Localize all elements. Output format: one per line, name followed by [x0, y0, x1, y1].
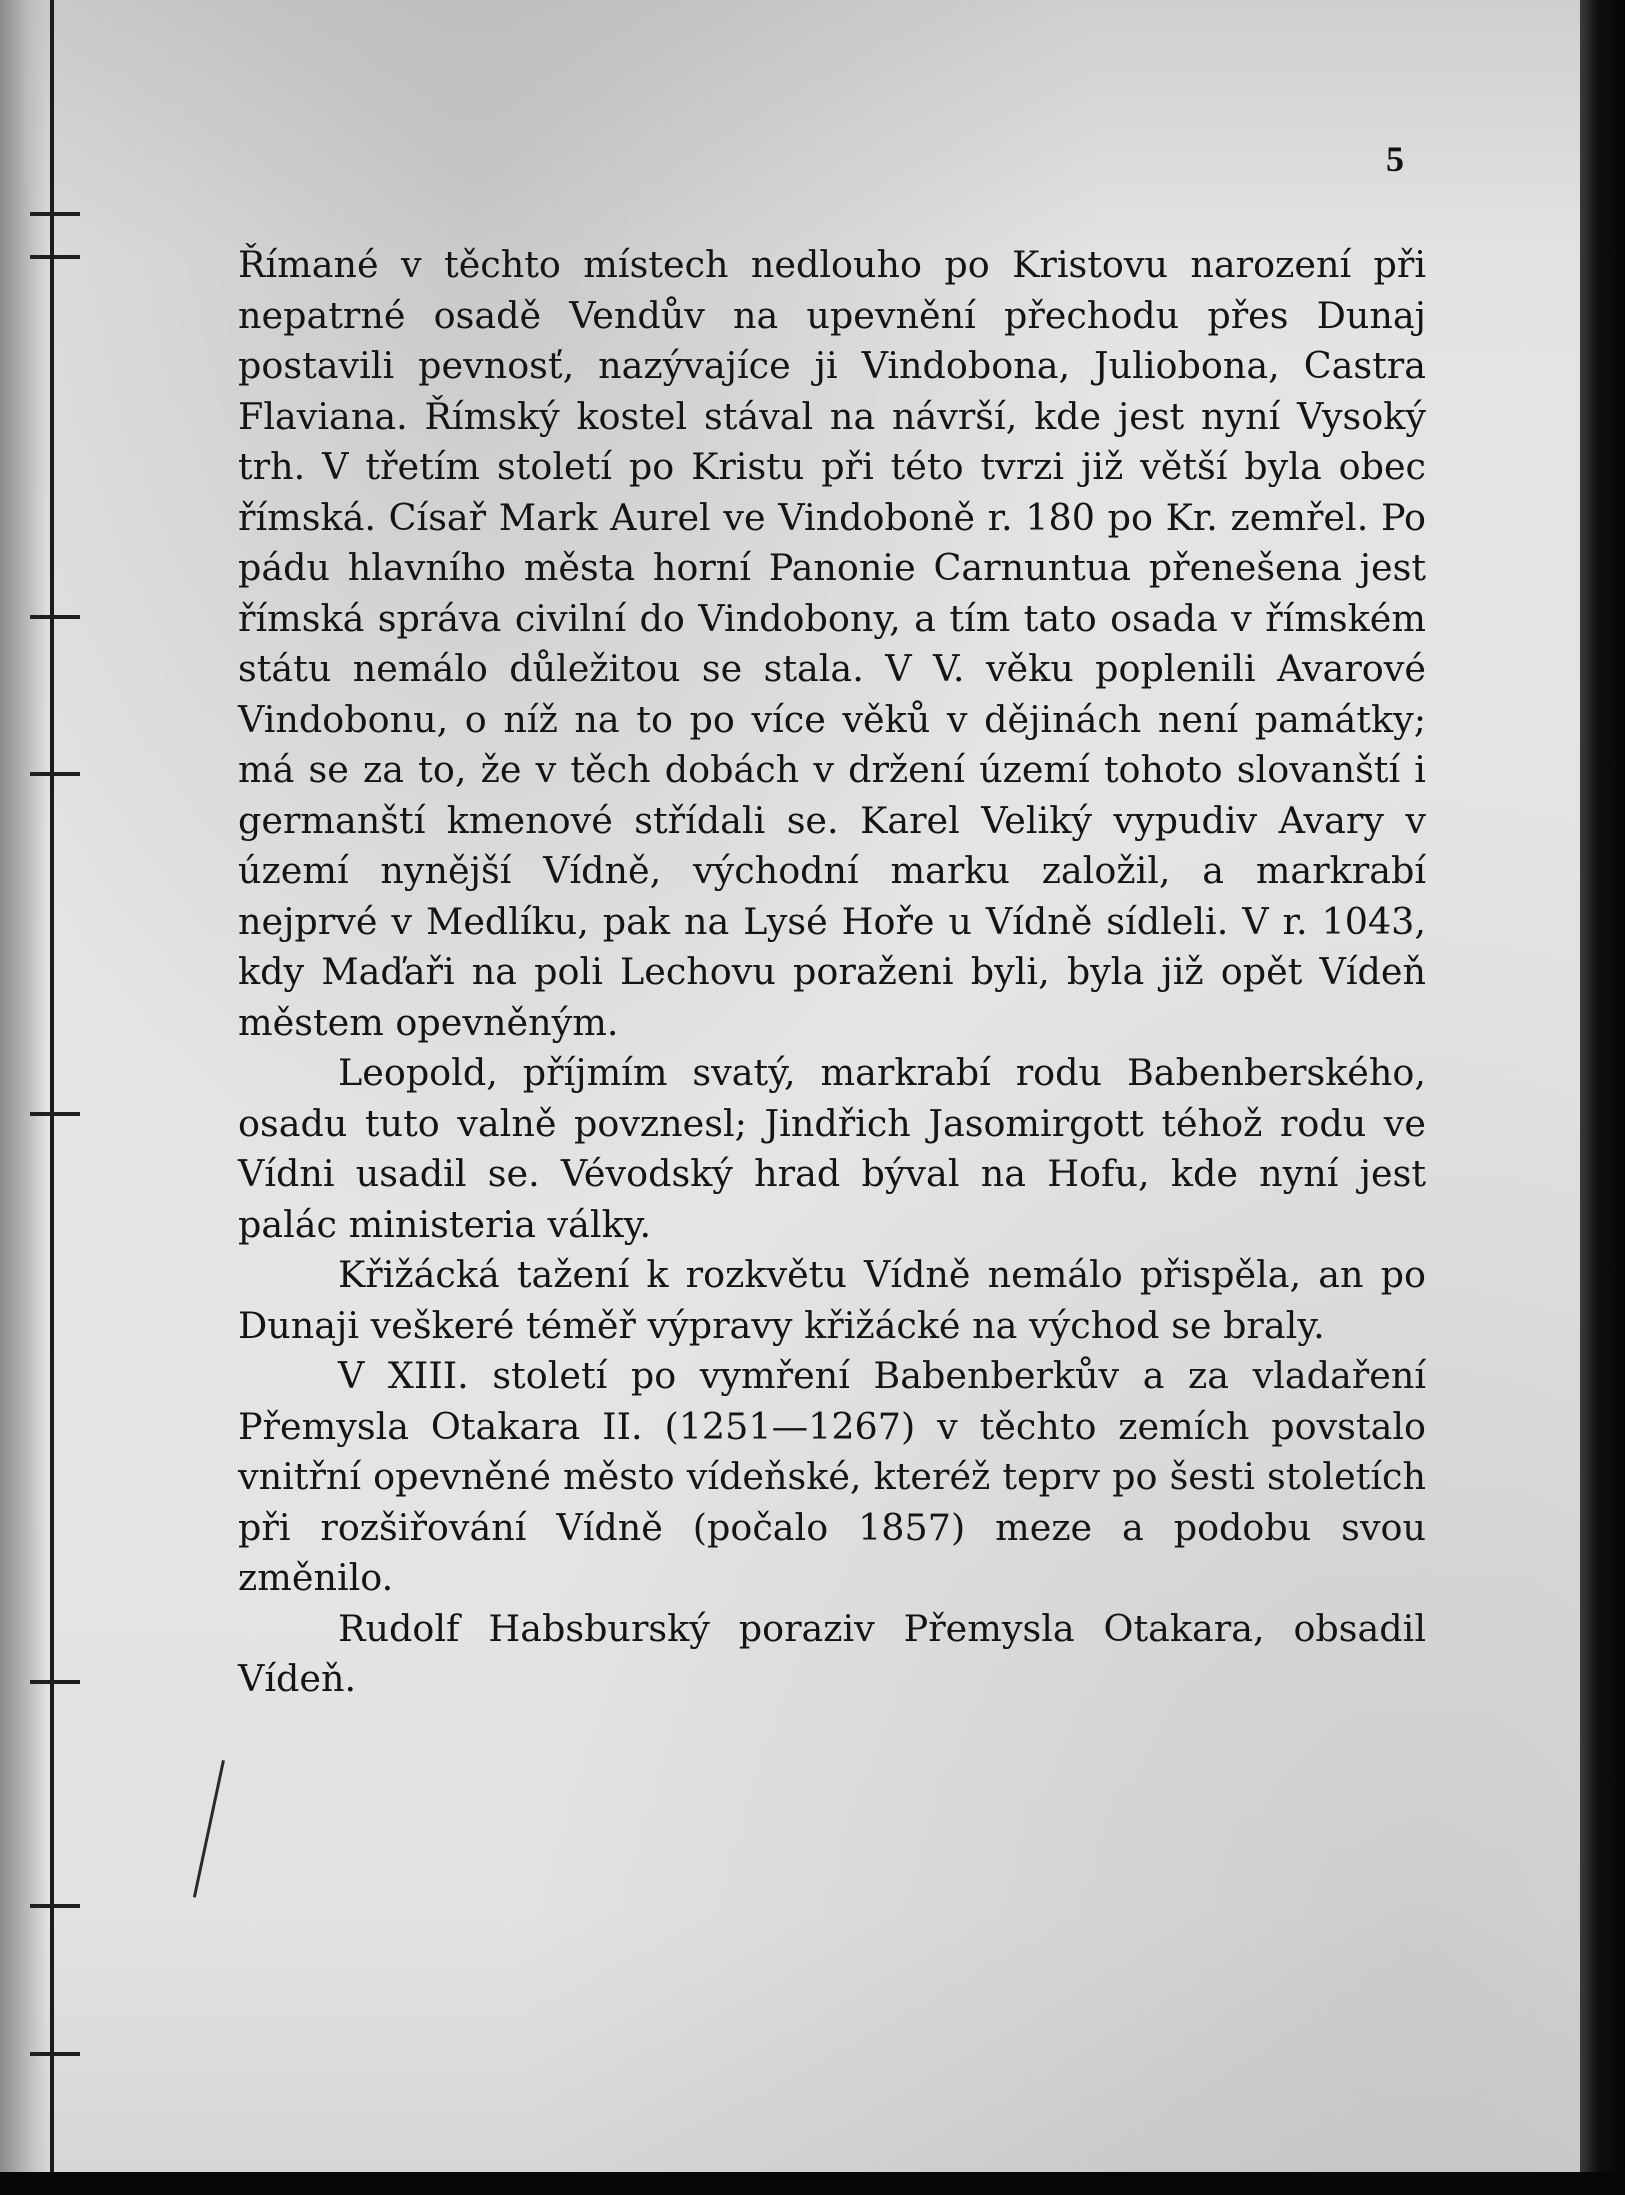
- binding-tick: [30, 1680, 80, 1684]
- binding-rule: [50, 0, 54, 2172]
- body-text: [238, 240, 1426, 1705]
- paragraph: Křižácká tažení k rozkvětu Vídně nemálo přispěla, an po Dunaji veškeré téměř výpravy křižácké na východ se braly.: [238, 1253, 1426, 1347]
- binding-tick: [30, 212, 80, 216]
- binding-shadow: [0, 0, 48, 2172]
- binding-tick: [30, 2052, 80, 2056]
- page-number: 5: [1386, 139, 1404, 179]
- binding-tick: [30, 1904, 80, 1908]
- binding-margin: [0, 0, 90, 2172]
- binding-tick: [30, 615, 80, 619]
- binding-tick: [30, 772, 80, 776]
- paragraph: Leopold, příjmím svatý, markrabí rodu Babenberského, osadu tuto valně povznesl; Jindřich Jasomirgott téhož rodu ve Vídni usadil se. Vévodský hrad býval na Hofu, kde nyní jest palác ministeria války.: [238, 1051, 1426, 1246]
- binding-tick: [30, 255, 80, 259]
- paragraph: Římané v těchto místech nedlouho po Kristovu narození při nepatrné osadě Vendův na upevnění přechodu přes Dunaj postavili pevnosť, nazývajíce ji Vindobona, Juliobona, Castra Flaviana. Římský kostel stával na návrší, kde jest nyní Vysoký trh. V třetím století po Kristu při této tvrzi již větší byla obec římská. Císař Mark Aurel ve Vindoboně r. 180 po Kr. zemřel. Po pádu hlavního města horní Panonie Carnuntua přenešena jest římská správa civilní do Vindobony, a tím tato osada v římském státu nemálo důležitou se stala. V V. věku poplenili Avarové Vindobonu, o níž na to po více věků v dějinách není památky; má se za to, že v těch dobách v držení území tohoto slovanští i germanští kmenové střídali se. Karel Veliký vypudiv Avary v území nynější Vídně, východní marku založil, a markrabí nejprvé v Medlíku, pak na Lysé Hoře u Vídně sídleli. V r. 1043, kdy Maďaři na poli Lechovu poraženi byli, byla již opět Vídeň městem opevněným.: [238, 243, 1426, 1044]
- paragraph: V XIII. století po vymření Babenberkův a za vladaření Přemysla Otakara II. (1251—1267) v těchto zemích povstalo vnitřní opevněné město vídeňské, kteréž teprv po šesti stoletích při rozšiřování Vídně (počalo 1857) meze a podobu svou změnilo.: [238, 1354, 1426, 1599]
- scan-border-bottom: [0, 2172, 1625, 2195]
- binding-tick: [30, 1112, 80, 1116]
- scan-border-right: [1580, 0, 1625, 2195]
- paragraph: Rudolf Habsburský poraziv Přemysla Otakara, obsadil Vídeň.: [238, 1606, 1426, 1700]
- margin-pencil-mark: [193, 1760, 225, 1898]
